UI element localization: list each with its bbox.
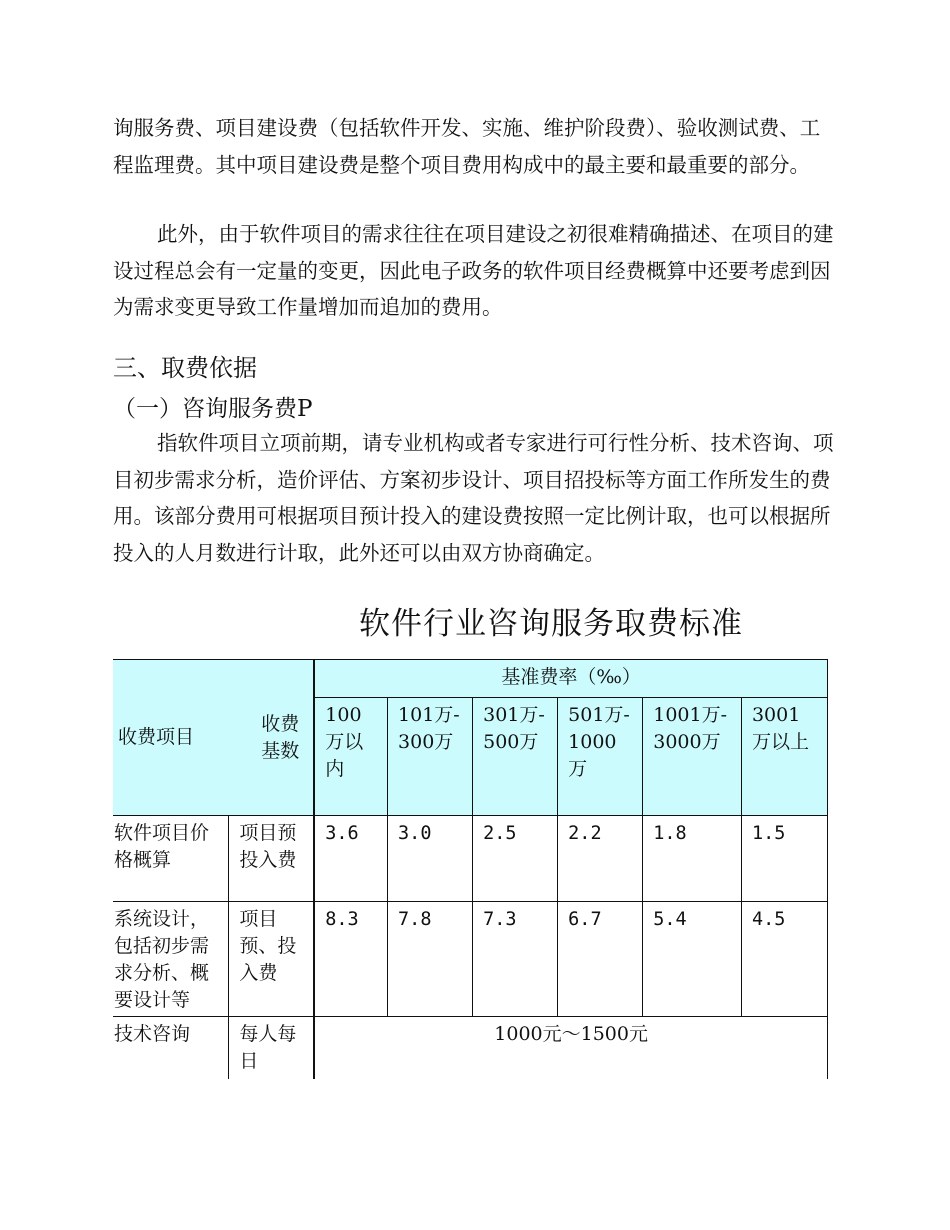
subsection-heading: （一）咨询服务费P bbox=[113, 396, 313, 422]
table-row-tech-consulting bbox=[113, 1017, 828, 1080]
rate-value-cell: 3.0 bbox=[388, 816, 473, 902]
row-base-cell: 项目预投入费 bbox=[229, 816, 314, 902]
range-cell: 1001万-3000万 bbox=[643, 698, 742, 816]
rate-value-cell: 8.3 bbox=[314, 902, 387, 1017]
header-rate-cell: 基准费率（‰） bbox=[314, 660, 827, 698]
range-cell: 100万以内 bbox=[314, 698, 387, 816]
rate-value-cell: 7.3 bbox=[473, 902, 558, 1017]
fee-table-container bbox=[113, 659, 838, 1079]
header-item-label: 收费项目 bbox=[118, 726, 195, 748]
table-header-row bbox=[113, 660, 828, 698]
section-heading: 三、取费依据 bbox=[113, 354, 257, 382]
rate-value-cell: 1.8 bbox=[643, 816, 742, 902]
table-row bbox=[113, 816, 828, 902]
range-cell: 301万-500万 bbox=[473, 698, 558, 816]
rate-value-cell: 7.8 bbox=[388, 902, 473, 1017]
paragraph-requirement-change: 此外，由于软件项目的需求往往在项目建设之初很难精确描述、在项目的建设过程总会有一定量的变更，因此电子政务的软件项目经费概算中还要考虑到因为需求变更导致工作量增加而追加的费用。 bbox=[113, 222, 834, 319]
table-title: 软件行业咨询服务取费标准 bbox=[359, 606, 743, 642]
paragraph-consulting-fee: 指软件项目立项前期，请专业机构或者专家进行可行性分析、技术咨询、项目初步需求分析，造价评估、方案初步设计、项目招投标等方面工作所发生的费用。该部分费用可根据项目预计投入的建设费按照一定比例计取，也可以根据所投入的人月数进行计取，此外还可以由双方协商确定。 bbox=[113, 431, 834, 565]
row-item-cell: 技术咨询 bbox=[113, 1017, 229, 1080]
row-item-cell: 软件项目价格概算 bbox=[113, 816, 229, 902]
range-cell: 101万-300万 bbox=[388, 698, 473, 816]
range-cell: 3001万以上 bbox=[741, 698, 827, 816]
range-cell: 501万-1000万 bbox=[558, 698, 643, 816]
tech-price-cell: 1000元～1500元 bbox=[314, 1017, 827, 1080]
table-row bbox=[113, 902, 828, 1017]
rate-value-cell: 2.5 bbox=[473, 816, 558, 902]
row-base-cell: 项目预、投入费 bbox=[229, 902, 314, 1017]
row-base-cell: 每人每日 bbox=[229, 1017, 314, 1080]
rate-value-cell: 3.6 bbox=[314, 816, 387, 902]
rate-value-cell: 4.5 bbox=[741, 902, 827, 1017]
fee-table bbox=[113, 659, 828, 1079]
header-base-label: 收费基数 bbox=[261, 712, 300, 762]
header-item-cell bbox=[113, 660, 314, 816]
paragraph-fee-composition: 询服务费、项目建设费（包括软件开发、实施、维护阶段费）、验收测试费、工程监理费。其中项目建设费是整个项目费用构成中的最主要和最重要的部分。 bbox=[113, 116, 821, 177]
rate-value-cell: 6.7 bbox=[558, 902, 643, 1017]
rate-value-cell: 1.5 bbox=[741, 816, 827, 902]
row-item-cell: 系统设计，包括初步需求分析、概要设计等 bbox=[113, 902, 229, 1017]
rate-value-cell: 2.2 bbox=[558, 816, 643, 902]
rate-value-cell: 5.4 bbox=[643, 902, 742, 1017]
